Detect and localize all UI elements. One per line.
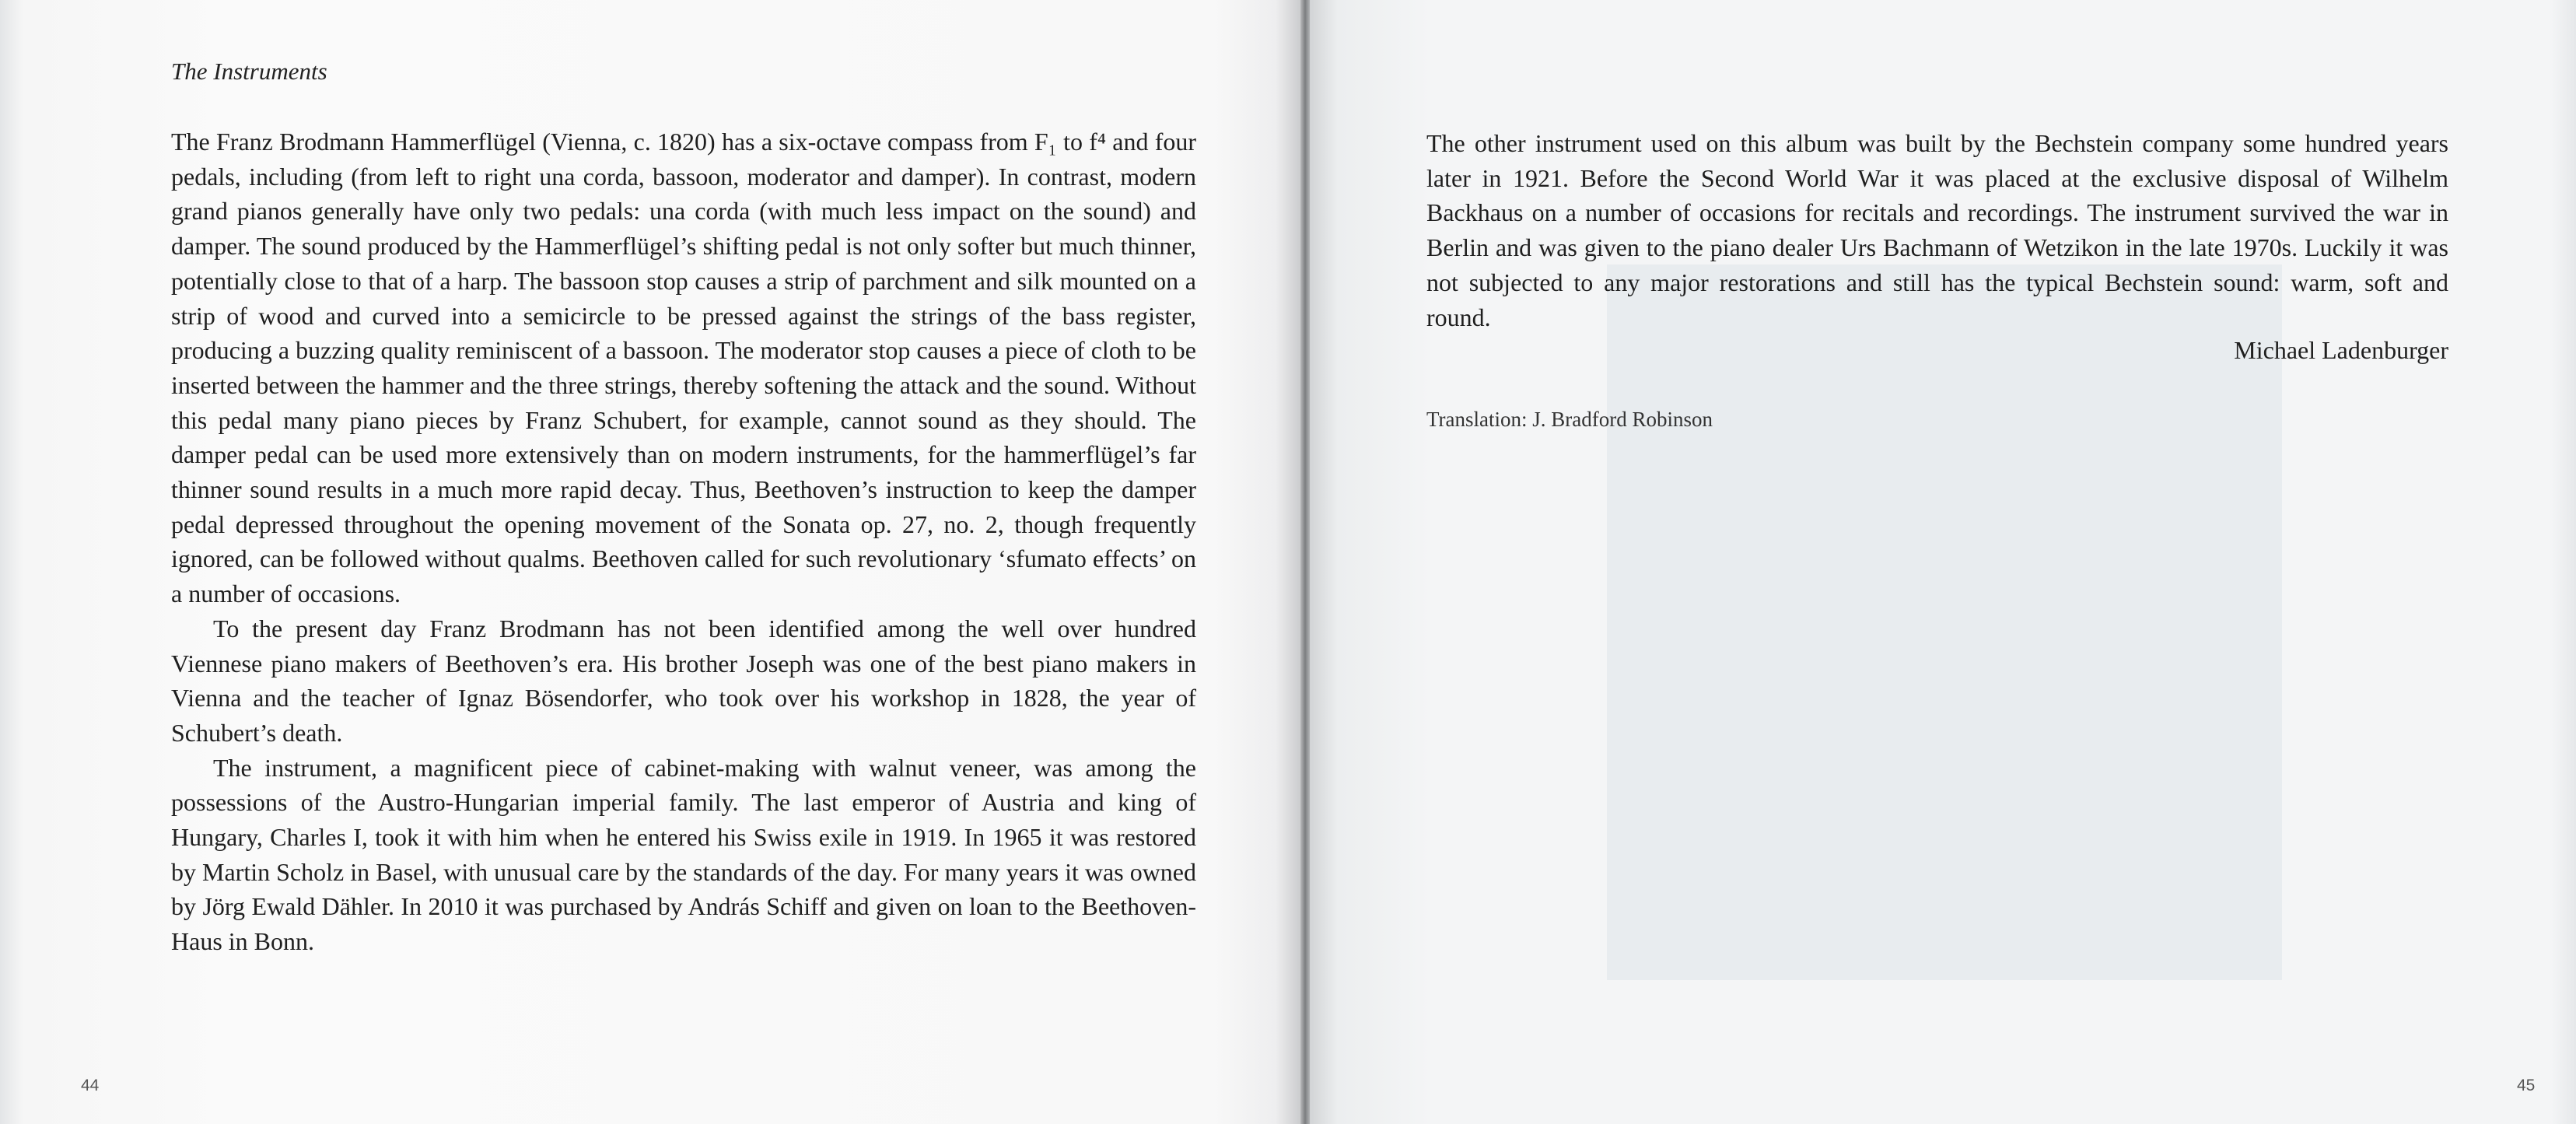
- paragraph: The instrument, a magnificent piece of cabinet-making with walnut veneer, was among the possessions of the Austro-Hungarian imperial family. The last emperor of Austria and king of Hungary, Charles I, took it with him when he entered his Swiss exile in 1919. In 1965 it was restored by Martin Scholz in Basel, with unusual care by the standards of the day. For many years it was owned by Jörg Ewald Dähler. In 2010 it was purchased by András Schiff and given on loan to the Beethoven-Haus in Bonn.: [171, 753, 1196, 956]
- paragraph: To the present day Franz Brodmann has not been identified among the well over hundred Viennese piano makers of Beethoven’s era. His brother Joseph was one of the best piano makers in Vienna and the teacher of Ignaz Bösendorfer, who took over his workshop in 1828, the year of Schubert’s death.: [171, 614, 1196, 747]
- section-title: The Instruments: [171, 58, 327, 85]
- right-body-text: [1426, 126, 2448, 334]
- translation-credit: Translation: J. Bradford Robinson: [1426, 408, 1713, 431]
- author-signature: Michael Ladenburger: [2234, 336, 2448, 364]
- paragraph: The Franz Brodmann Hammerflügel (Vienna, c. 1820) has a six-octave compass from F₁ to f⁴ and four pedals, including (from left to right una corda, bassoon, moderator and damper). In contrast, modern grand pianos generally have only two pedals: una corda (with much less impact on the sound) and damper. The sound produced by the Hammerflügel’s shifting pedal is not only softer but much thinner, potentially close to that of a harp. The bassoon stop causes a strip of parchment and silk mounted on a strip of wood and curved into a semicircle to be pressed against the strings of the bass register, producing a buzzing quality reminiscent of a bassoon. The moderator stop causes a piece of cloth to be inserted between the hammer and the three strings, thereby softening the attack and the sound. Without this pedal many piano pieces by Franz Schubert, for example, cannot sound as they should. The damper pedal can be used more extensively than on modern instruments, for the hammerflügel’s far thinner sound results in a much more rapid decay. Thus, Beethoven’s instruction to keep the damper pedal depressed throughout the opening movement of the Sonata op. 27, no. 2, though frequently ignored, can be followed without qualms. Beethoven called for such revolutionary ‘sfumato effects’ on a number of occasions.: [171, 128, 1196, 608]
- paragraph: The other instrument used on this album was built by the Bechstein company some hundred years later in 1921. Before the Second World War it was placed at the exclusive disposal of Wilhelm Backhaus on a number of occasions for recitals and recordings. The instrument survived the war in Berlin and was given to the piano dealer Urs Bachmann of Wetzikon in the late 1970s. Luckily it was not subjected to any major restorations and still has the typical Bechstein sound: warm, soft and round.: [1426, 129, 2448, 331]
- page-number-left: 44: [81, 1077, 100, 1094]
- left-body-text: [171, 124, 1196, 959]
- page-number-right: 45: [2517, 1077, 2536, 1094]
- book-gutter: [1300, 0, 1310, 1124]
- show-through-image: [1607, 264, 2282, 980]
